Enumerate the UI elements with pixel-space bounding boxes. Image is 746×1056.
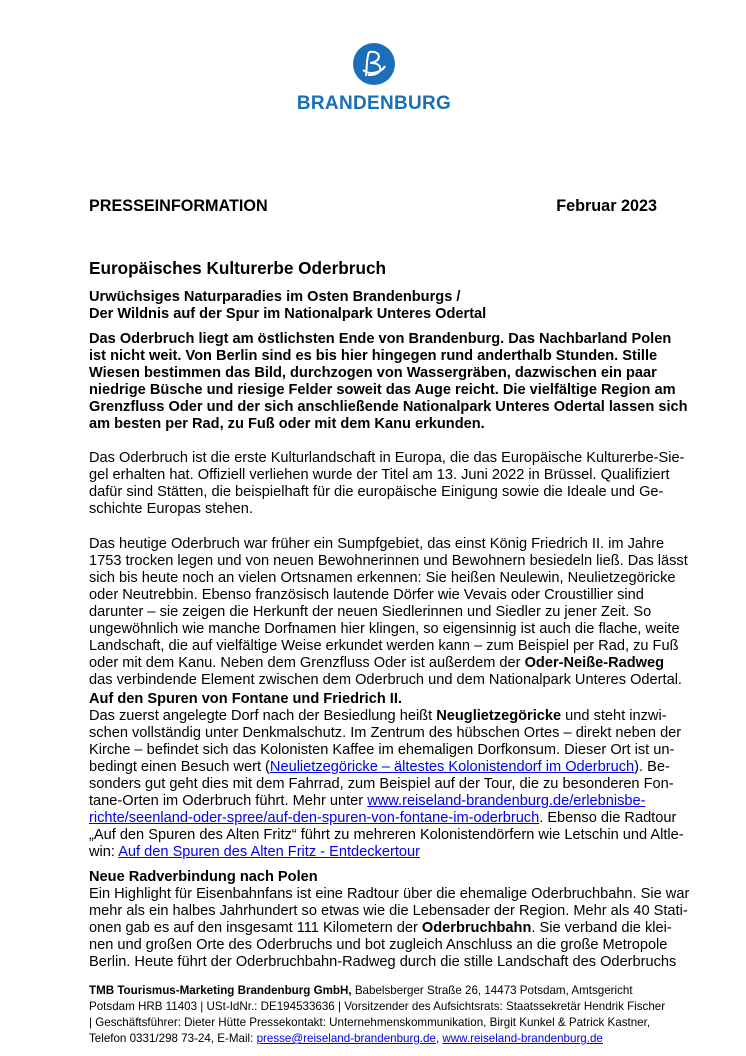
subtitle-line: Der Wildnis auf der Spur im Nationalpark Unteres Odertal — [89, 306, 487, 322]
text-line — [89, 725, 682, 742]
text: Wiesen bestimmen das Bild, durchzogen von Wassergräben, dazwischen ein paar — [89, 365, 657, 381]
text-line — [89, 920, 672, 937]
text-line — [89, 450, 685, 467]
text-line — [89, 759, 669, 776]
bold-text: Auf den Spuren von Fontane und Friedrich II. — [89, 691, 402, 707]
text-line — [89, 416, 669, 433]
text: win: — [89, 844, 119, 860]
text: oder mit dem Kanu. Neben dem Grenzfluss Oder ist außerdem der — [89, 655, 525, 671]
text: Das zuerst angelegte Dorf nach der Besiedlung heißt — [89, 708, 437, 724]
text-line — [89, 937, 669, 954]
intro-paragraph — [89, 331, 688, 433]
text-line — [89, 638, 679, 655]
text: darunter – sie zeigen die Herkunft der neuen Siedlerinnen und Siedler zu jener Zeit. So — [89, 604, 652, 620]
text: Potsdam HRB 11403 | USt-IdNr.: DE194533636 | Vorsitzender des Aufsichtsrats: Staatssekretär Hendrik Fischer — [89, 1000, 666, 1013]
text: | Geschäftsführer: Dieter Hütte Pressekontakt: Unternehmenskommunikation, Birgit Kunkel & Patrick Kastner, — [89, 1016, 651, 1029]
link[interactable]: www.reiseland-brandenburg.de/erlebnisbe- — [367, 793, 646, 809]
header-label: PRESSEINFORMATION — [89, 197, 268, 215]
text: bedingt einen Besuch wert ( — [89, 759, 270, 775]
link[interactable]: Auf den Spuren des Alten Fritz - Entdeckertour — [118, 844, 420, 860]
text-line — [89, 382, 676, 399]
link[interactable]: www.reiseland-brandenburg.de — [442, 1032, 603, 1045]
text-line — [89, 484, 669, 501]
bold-text: TMB Tourismus-Marketing Brandenburg GmbH, — [89, 984, 352, 997]
section-radverbindung — [89, 869, 690, 971]
text-line — [89, 570, 676, 587]
text: Ein Highlight für Eisenbahnfans ist eine Radtour über die ehemalige Oderbruchbahn. Sie war — [89, 886, 690, 902]
text: schen vollständig unter Denkmalschutz. Im Zentrum des hübschen Ortes – direkt neben der — [89, 725, 682, 741]
text: und steht inzwi- — [561, 708, 667, 724]
footer-imprint — [89, 983, 669, 1047]
text-line — [89, 999, 669, 1015]
text-line — [89, 331, 672, 348]
text-line — [89, 587, 669, 604]
paragraph-kulturerbe — [89, 450, 685, 518]
text: am besten per Rad, zu Fuß oder mit dem Kanu erkunden. — [89, 416, 485, 432]
text-line — [89, 869, 669, 886]
text: 1753 trocken legen und von neuen Bewohnerinnen und Bewohnern besiedeln ließ. Das lässt — [89, 553, 688, 569]
text-line — [89, 672, 682, 689]
text: gel erhalten hat. Offiziell verliehen wurde der Titel am 13. Juni 2022 in Brüssel. Qualifiziert — [89, 467, 670, 483]
text: Das Oderbruch liegt am östlichsten Ende von Brandenburg. Das Nachbarland Polen — [89, 331, 672, 347]
subtitle — [89, 289, 669, 323]
text: . Ebenso die Radtour — [539, 810, 677, 826]
text-line — [89, 604, 669, 621]
text: ist nicht weit. Von Berlin sind es bis hier hingegen rund anderthalb Stunden. Stille — [89, 348, 658, 364]
text-line — [89, 793, 669, 810]
text-line — [89, 655, 669, 672]
brandenburg-logo — [292, 42, 456, 115]
bold-text: Oderbruchbahn — [421, 920, 532, 936]
text: ). Be- — [634, 759, 670, 775]
text-line — [89, 621, 680, 638]
text: Landschaft, die auf vielfältige Weise erkundet werden kann – zum Beispiel per Rad, zu Fuß — [89, 638, 679, 654]
text: mehr als ein halbes Jahrhundert so etwas wie die Lebensader der Region. Mehr als 40 Stati- — [89, 903, 688, 919]
text-line — [89, 348, 669, 365]
text: nen und großen Orte des Oderbruchs und bot zugleich Anschluss an die große Metropole — [89, 937, 668, 953]
text: Babelsberger Straße 26, 14473 Potsdam, Amtsgericht — [351, 984, 633, 997]
section-fontane — [89, 691, 684, 861]
subtitle-line: Urwüchsiges Naturparadies im Osten Brandenburgs / — [89, 289, 461, 305]
bold-text: Neue Radverbindung nach Polen — [89, 869, 318, 885]
text-line — [89, 903, 688, 920]
text-line — [89, 886, 690, 903]
text: Das Oderbruch ist die erste Kulturlandschaft in Europa, die das Europäische Kulturerbe-Sie- — [89, 450, 685, 466]
text: Grenzfluss Oder und der sich anschließende Nationalpark Unteres Odertal lassen sich — [89, 399, 688, 415]
text: . Sie verband die klei- — [531, 920, 672, 936]
text-line — [89, 742, 675, 759]
text: Berlin. Heute führt der Oderbruchbahn-Radweg durch die stille Landschaft des Oderbruchs — [89, 954, 677, 970]
text-line — [89, 467, 669, 484]
text-line — [89, 536, 669, 553]
bold-text: Neuglietzegöricke — [436, 708, 562, 724]
text: schichte Europas stehen. — [89, 501, 253, 517]
bold-text: Oder-Neiße-Radweg — [524, 655, 665, 671]
text-line — [89, 553, 688, 570]
header-date: Februar 2023 — [556, 197, 657, 215]
text: niedrige Büsche und riesige Felder soweit das Auge reicht. Die vielfältige Region am — [89, 382, 676, 398]
text-line — [89, 954, 677, 971]
text-line — [89, 708, 669, 725]
brandenburg-b-emblem-icon — [352, 42, 396, 86]
link[interactable]: presse@reiseland-brandenburg.de — [256, 1032, 436, 1045]
text: Das heutige Oderbruch war früher ein Sumpfgebiet, das einst König Friedrich II. im Jahre — [89, 536, 665, 552]
text: onen gab es auf den insgesamt 111 Kilometern der — [89, 920, 422, 936]
text: dafür sind Stätten, die beispielhaft für die europäische Einigung sowie die Ideale und Ge- — [89, 484, 664, 500]
text-line — [89, 810, 677, 827]
text: „Auf den Spuren des Alten Fritz“ führt zu mehreren Kolonistendörfern wie Letschin und Altle- — [89, 827, 684, 843]
text: tane-Orten im Oderbruch führt. Mehr unter — [89, 793, 368, 809]
text: ungewöhnlich wie manche Dorfnamen hier klingen, so eigensinnig ist auch die flache, weite — [89, 621, 680, 637]
text-line — [89, 776, 674, 793]
text: sich bis heute noch an vielen Ortsnamen erkennen: Sie heißen Neulewin, Neulietzegöricke — [89, 570, 676, 586]
text: sonders gut geht dies mit dem Fahrrad, zum Beispiel auf der Tour, die zu besonderen Fon- — [89, 776, 674, 792]
text: , — [435, 1032, 443, 1045]
text: das verbindende Element zwischen dem Oderbruch und dem Nationalpark Unteres Odertal. — [89, 672, 682, 688]
paragraph-history — [89, 536, 688, 689]
text-line — [89, 1031, 669, 1047]
page-title: Europäisches Kulturerbe Oderbruch — [89, 258, 387, 278]
text-line — [89, 365, 669, 382]
text-line — [89, 844, 669, 861]
text-line — [89, 983, 669, 999]
text-line — [89, 827, 684, 844]
link[interactable]: richte/seenland-oder-spree/auf-den-spuren-von-fontane-im-oderbruch — [89, 810, 540, 826]
text: oder Neutrebbin. Ebenso französisch lautende Dörfer wie Vevais oder Croustillier sind — [89, 587, 644, 603]
text: Telefon 0331/298 73-24, E-Mail: — [89, 1032, 257, 1045]
text-line — [89, 501, 669, 518]
link[interactable]: Neulietzegöricke – ältestes Kolonistendorf im Oderbruch — [269, 759, 635, 775]
logo-text: BRANDENBURG — [296, 93, 452, 114]
text-line — [89, 691, 669, 708]
text-line — [89, 399, 688, 416]
text: Kirche – befindet sich das Kolonisten Kaffee im ehemaligen Dorfkonsum. Dieser Ort ist un- — [89, 742, 675, 758]
text-line — [89, 1015, 669, 1031]
